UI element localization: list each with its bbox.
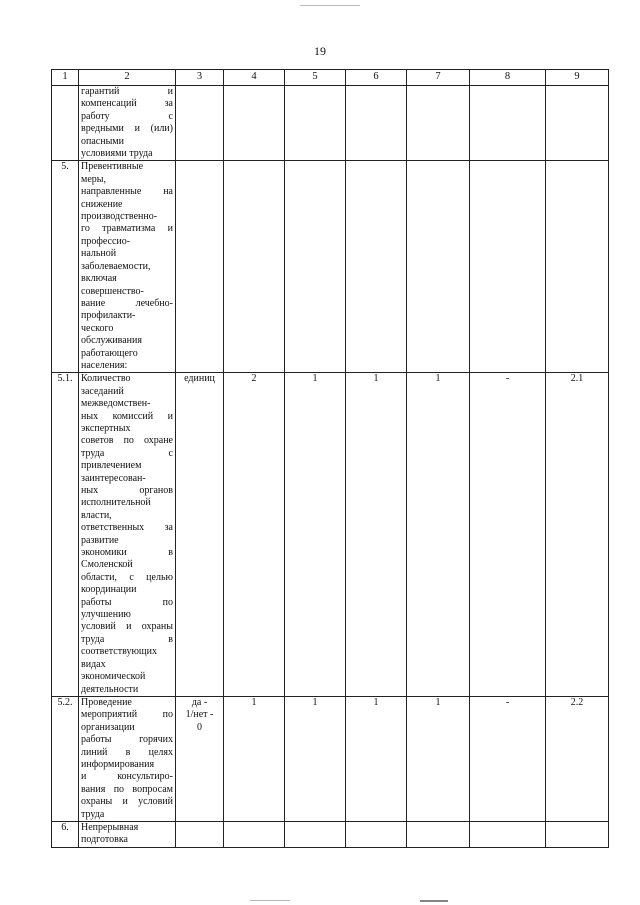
- value-cell-v5: 1: [285, 696, 346, 821]
- description-line: производственно-: [81, 211, 158, 223]
- value-cell-v5: [285, 86, 346, 161]
- description-line: и консультиро-: [81, 771, 173, 783]
- unit-cell: да - 1/нет - 0: [176, 696, 224, 821]
- description-line: Проведение: [81, 696, 132, 708]
- value-cell-v8: [470, 161, 546, 373]
- description-line: гарантий и: [81, 86, 173, 97]
- value-cell-v8: -: [470, 696, 546, 821]
- description-line: ных комиссий и: [81, 410, 173, 422]
- value-cell-v4: [224, 161, 285, 373]
- col-header: 3: [176, 70, 224, 86]
- description-line: нальной: [81, 248, 117, 260]
- description-line: ческого: [81, 322, 114, 334]
- description-line: го травматизма и: [81, 223, 173, 235]
- unit-cell: единиц: [176, 373, 224, 697]
- description-line: населения:: [81, 359, 128, 371]
- row-number: 5.1.: [52, 373, 79, 697]
- value-cell-v7: [407, 821, 470, 847]
- value-cell-v9: 2.2: [546, 696, 609, 821]
- description-line: линий в целях: [81, 746, 173, 758]
- description-line: развитие: [81, 534, 119, 546]
- row-number: [52, 86, 79, 161]
- value-cell-v6: [346, 821, 407, 847]
- value-cell-v5: [285, 161, 346, 373]
- description-line: Превентивные: [81, 161, 144, 173]
- row-number: 6.: [52, 821, 79, 847]
- description-line: меры,: [81, 173, 106, 185]
- description-line: соответствующих: [81, 646, 157, 658]
- value-cell-v9: [546, 161, 609, 373]
- description-line: экономики в: [81, 547, 173, 559]
- description-line: профессио-: [81, 235, 131, 247]
- description-line: работу с: [81, 110, 173, 122]
- description-line: вание лечебно-: [81, 297, 173, 309]
- unit-cell: [176, 161, 224, 373]
- col-header: 1: [52, 70, 79, 86]
- value-cell-v7: 1: [407, 373, 470, 697]
- description-line: условий и охраны: [81, 621, 173, 633]
- col-header: 4: [224, 70, 285, 86]
- description-line: труда с: [81, 447, 173, 459]
- description-line: профилакти-: [81, 310, 136, 322]
- table-row: [52, 86, 609, 161]
- value-cell-v6: [346, 86, 407, 161]
- description-line: направленные на: [81, 186, 173, 198]
- value-cell-v8: [470, 821, 546, 847]
- description-line: подготовка: [81, 834, 128, 846]
- data-table: [51, 69, 609, 848]
- description-line: опасными: [81, 135, 124, 147]
- description-line: координации: [81, 584, 137, 596]
- row-number: 5.2.: [52, 696, 79, 821]
- header-row: [52, 70, 609, 86]
- table-row: [52, 161, 609, 373]
- unit-cell: [176, 86, 224, 161]
- description-line: советов по охране: [81, 435, 173, 447]
- value-cell-v9: [546, 821, 609, 847]
- description-line: межведомствен-: [81, 398, 151, 410]
- description-line: снижение: [81, 198, 123, 210]
- description-line: работы горячих: [81, 734, 173, 746]
- row-description: [79, 86, 176, 161]
- page-number: 19: [314, 44, 326, 58]
- description-line: включая: [81, 273, 117, 285]
- description-line: вания по вопросам: [81, 783, 173, 795]
- description-line: области, с целью: [81, 571, 173, 583]
- description-line: власти,: [81, 509, 112, 521]
- row-description: [79, 696, 176, 821]
- table-row: [52, 821, 609, 847]
- description-line: видах: [81, 658, 106, 670]
- scan-mark: [420, 900, 448, 902]
- scan-mark: [250, 900, 290, 901]
- description-line: мероприятий по: [81, 709, 173, 721]
- value-cell-v4: 2: [224, 373, 285, 697]
- description-line: исполнительной: [81, 497, 151, 509]
- description-line: деятельности: [81, 683, 139, 695]
- description-line: условиями труда: [81, 148, 153, 160]
- row-description: [79, 161, 176, 373]
- description-line: улучшению: [81, 609, 131, 621]
- value-cell-v4: 1: [224, 696, 285, 821]
- col-header: 8: [470, 70, 546, 86]
- description-line: обслуживания: [81, 335, 142, 347]
- description-line: труда в: [81, 633, 173, 645]
- value-cell-v9: [546, 86, 609, 161]
- description-line: заболеваемости,: [81, 260, 151, 272]
- description-line: труда: [81, 808, 105, 820]
- value-cell-v7: [407, 161, 470, 373]
- description-line: информирования: [81, 758, 155, 770]
- value-cell-v5: [285, 821, 346, 847]
- value-cell-v4: [224, 821, 285, 847]
- value-cell-v4: [224, 86, 285, 161]
- description-line: работающего: [81, 347, 138, 359]
- value-cell-v7: [407, 86, 470, 161]
- description-line: совершенство-: [81, 285, 144, 297]
- description-line: экспертных: [81, 422, 131, 434]
- description-line: организации: [81, 721, 135, 733]
- description-line: Смоленской: [81, 559, 133, 571]
- col-header: 6: [346, 70, 407, 86]
- table-row: [52, 696, 609, 821]
- value-cell-v9: 2.1: [546, 373, 609, 697]
- row-number: 5.: [52, 161, 79, 373]
- value-cell-v6: 1: [346, 373, 407, 697]
- value-cell-v8: [470, 86, 546, 161]
- description-line: компенсаций за: [81, 98, 173, 110]
- col-header: 7: [407, 70, 470, 86]
- description-line: экономической: [81, 671, 146, 683]
- row-description: [79, 821, 176, 847]
- description-line: заинтересован-: [81, 472, 146, 484]
- col-header: 5: [285, 70, 346, 86]
- col-header: 9: [546, 70, 609, 86]
- description-line: Непрерывная: [81, 821, 139, 833]
- description-line: Количество: [81, 373, 131, 385]
- description-line: работы по: [81, 596, 173, 608]
- description-line: заседаний: [81, 385, 124, 397]
- value-cell-v8: -: [470, 373, 546, 697]
- col-header: 2: [79, 70, 176, 86]
- description-line: ных органов: [81, 485, 173, 496]
- row-description: [79, 373, 176, 697]
- value-cell-v5: 1: [285, 373, 346, 697]
- value-cell-v6: 1: [346, 696, 407, 821]
- description-line: привлечением: [81, 460, 142, 472]
- description-line: ответственных за: [81, 522, 173, 534]
- table-row: [52, 373, 609, 697]
- value-cell-v6: [346, 161, 407, 373]
- value-cell-v7: 1: [407, 696, 470, 821]
- description-line: охраны и условий: [81, 796, 173, 808]
- scan-mark: [300, 5, 360, 6]
- description-line: вредными и (или): [81, 123, 173, 135]
- unit-cell: [176, 821, 224, 847]
